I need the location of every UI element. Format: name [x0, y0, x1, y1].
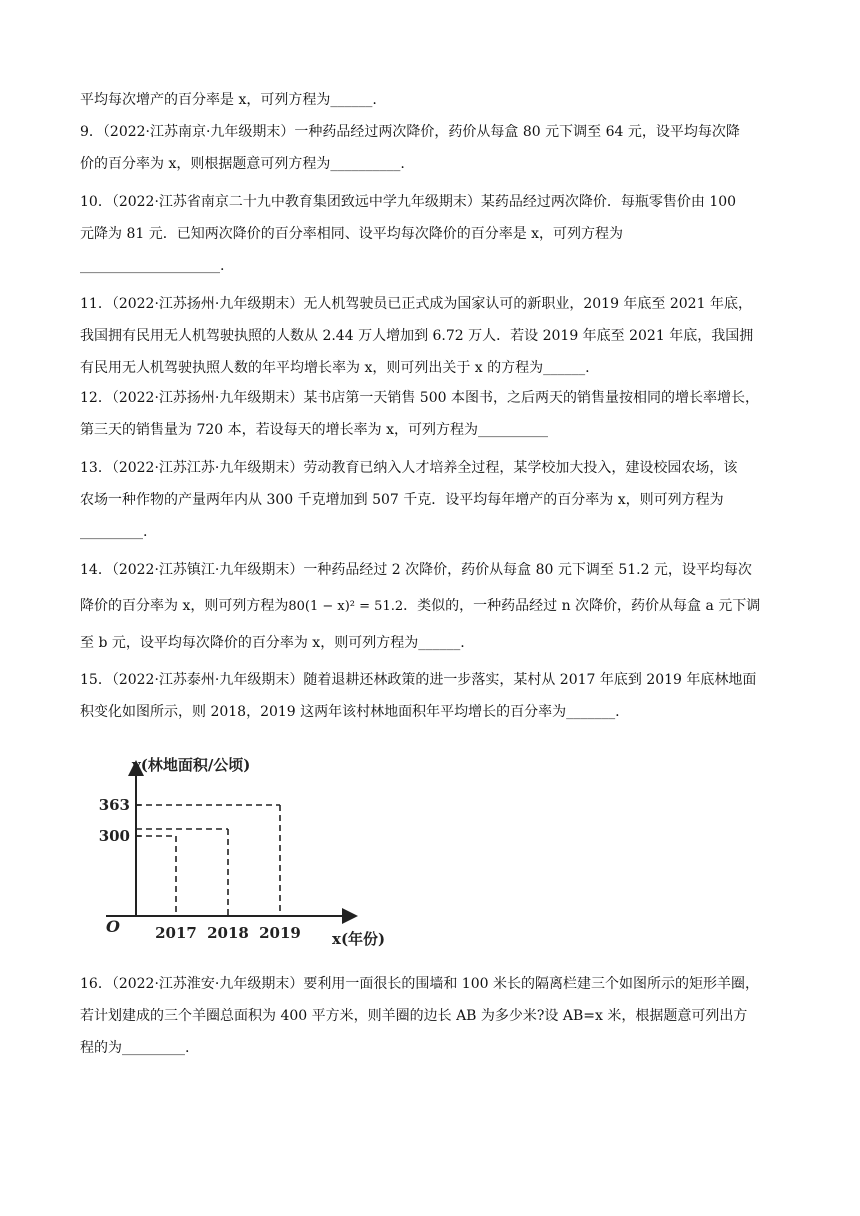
problem-10-line-3: ____________________. — [80, 258, 225, 274]
problem-14-formula: 80(1 − x)² = 51.2 — [288, 599, 404, 614]
problem-9-line-2: 价的百分率为 x，则根据题意可列方程为__________. — [80, 156, 405, 172]
problem-13 — [80, 452, 780, 548]
problem-13-line-3: _________. — [80, 524, 148, 540]
problem-14-line-2a: 降价的百分率为 x，则可列方程为 — [80, 598, 289, 614]
problem-12 — [80, 382, 780, 446]
x-tick-label-2017: 2017 — [155, 924, 197, 942]
problem-10-line-1: 10．（2022·江苏省南京二十九中教育集团致远中学九年级期末）某药品经过两次降价．每瓶零售价由 100 — [80, 194, 737, 210]
origin-label: O — [106, 917, 120, 936]
problem-8-tail: 平均每次增产的百分率是 x，可列方程为______. — [80, 92, 377, 108]
problem-9-line-1: 9．（2022·江苏南京·九年级期末）一种药品经过两次降价，药价从每盒 80 元下调至 64 元，设平均每次降 — [80, 124, 740, 140]
problem-14-line-2b: ．类似的，一种药品经过 n 次降价，药价从每盒 a 元下调 — [403, 598, 761, 614]
problem-12-line-1: 12．（2022·江苏扬州·九年级期末）某书店第一天销售 500 本图书，之后两天的销售量按相同的增长率增长， — [80, 390, 759, 406]
problem-14 — [80, 552, 780, 661]
y-tick-label-300: 300 — [98, 827, 130, 845]
problem-10-line-2: 元降为 81 元．已知两次降价的百分率相同、设平均每次降价的百分率是 x，可列方程为 — [80, 226, 624, 242]
forest-area-chart — [86, 748, 396, 948]
problem-11-line-1: 11．（2022·江苏扬州·九年级期末）无人机驾驶员已正式成为国家认可的新职业，2019 年底至 2021 年底， — [80, 296, 752, 312]
problem-15-line-1: 15．（2022·江苏泰州·九年级期末）随着退耕还林政策的进一步落实，某村从 2017 年底到 2019 年底林地面 — [80, 672, 757, 688]
problem-15-line-2: 积变化如图所示，则 2018，2019 这两年该村林地面积年平均增长的百分率为_______. — [80, 704, 620, 720]
x-tick-label-2019: 2019 — [259, 924, 301, 942]
problem-16-line-3: 程的为_________. — [80, 1040, 190, 1056]
problem-16-line-1: 16．（2022·江苏淮安·九年级期末）要利用一面很长的围墙和 100 米长的隔离栏建三个如图所示的矩形羊圈， — [80, 976, 759, 992]
problem-12-line-2: 第三天的销售量为 720 本，若设每天的增长率为 x，可列方程为__________ — [80, 422, 548, 438]
problem-16 — [80, 968, 780, 1064]
problem-11 — [80, 288, 780, 384]
problem-11-line-2: 我国拥有民用无人机驾驶执照的人数从 2.44 万人增加到 6.72 万人．若设 2019 年底至 2021 年底，我国拥 — [80, 328, 754, 344]
problem-9 — [80, 116, 780, 180]
problem-15 — [80, 664, 780, 728]
problem-11-line-3: 有民用无人机驾驶执照人数的年平均增长率为 x，则可列出关于 x 的方程为______. — [80, 360, 590, 376]
problem-13-line-1: 13．（2022·江苏江苏·九年级期末）劳动教育已纳入人才培养全过程，某学校加大投入，建设校园农场，该 — [80, 460, 738, 476]
y-axis-label: y(林地面积/公顷) — [132, 756, 251, 774]
x-axis-label: x(年份) — [332, 930, 386, 948]
x-tick-label-2018: 2018 — [207, 924, 249, 942]
problem-14-line-1: 14．（2022·江苏镇江·九年级期末）一种药品经过 2 次降价，药价从每盒 80 元下调至 51.2 元，设平均每次 — [80, 562, 752, 578]
problem-13-line-2: 农场一种作物的产量两年内从 300 千克增加到 507 千克．设平均每年增产的百分率为 x，则可列方程为 — [80, 492, 724, 508]
problem-16-line-2: 若计划建成的三个羊圈总面积为 400 平方米，则羊圈的边长 AB 为多少米?设 AB=x 米，根据题意可列出方 — [80, 1008, 748, 1024]
problem-14-line-3: 至 b 元，设平均每次降价的百分率为 x，则可列方程为______. — [80, 635, 465, 651]
y-tick-label-363: 363 — [98, 796, 130, 814]
problem-10 — [80, 186, 780, 282]
